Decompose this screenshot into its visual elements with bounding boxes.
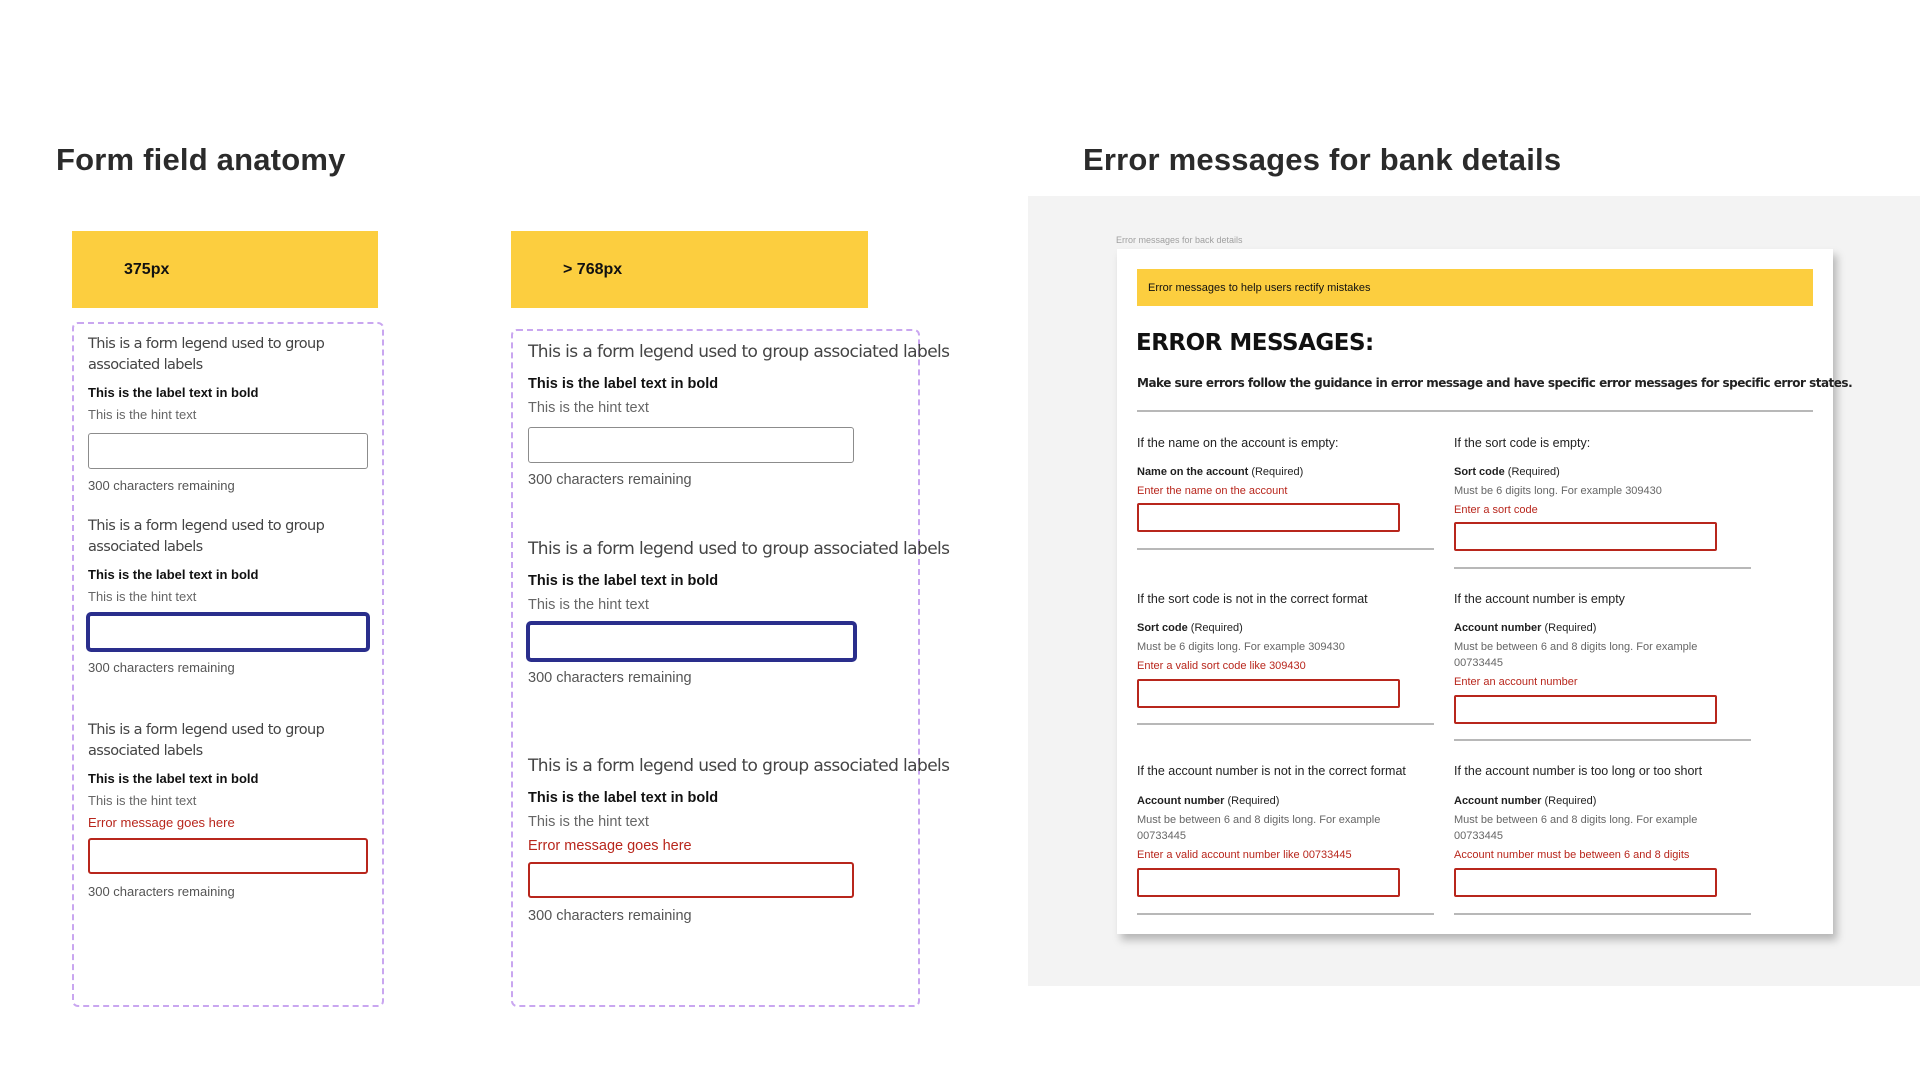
case-1-label-row [1137,466,1303,478]
case-2-required: (Required) [1507,466,1560,478]
case-2-hint: Must be 6 digits long. For example 309430 [1454,485,1662,497]
desktop-field-1-counter: 300 characters remaining [528,472,692,488]
mobile-field-3-legend: This is a form legend used to group associated labels [88,722,325,759]
case-1-input-error[interactable] [1137,503,1400,532]
desktop-field-1-legend: This is a form legend used to group associated labels [528,342,950,362]
case-3-required: (Required) [1190,622,1243,634]
desktop-field-3-label: This is the label text in bold [528,790,719,806]
case-1-error: Enter the name on the account [1137,485,1288,497]
document-title: ERROR MESSAGES: [1136,330,1374,356]
case-4-input-error[interactable] [1454,695,1717,724]
mobile-field-3-input-error[interactable] [88,838,368,874]
case-6-error: Account number must be between 6 and 8 digits [1454,849,1690,861]
document-caption: Error messages for back details [1116,235,1243,245]
mobile-field-1-counter: 300 characters remaining [88,478,235,493]
desktop-field-3-legend: This is a form legend used to group associated labels [528,756,950,776]
case-3-error: Enter a valid sort code like 309430 [1137,660,1306,672]
mobile-field-1-legend: This is a form legend used to group associated labels [88,336,325,373]
mobile-field-3-error: Error message goes here [88,815,235,830]
case-1-label: Name on the account [1137,466,1249,478]
case-2-input-error[interactable] [1454,522,1717,551]
desktop-field-1-hint: This is the hint text [528,400,649,416]
case-6-hint: Must be between 6 and 8 digits long. For example [1454,814,1698,826]
desktop-field-2-hint: This is the hint text [528,597,649,613]
case-3-input-error[interactable] [1137,679,1400,708]
case-3-condition: If the sort code is not in the correct format [1137,592,1368,606]
mobile-field-3-counter: 300 characters remaining [88,884,235,899]
desktop-field-1-input[interactable] [528,427,854,463]
case-4-label-row [1454,622,1596,634]
case-6-divider [1454,913,1751,915]
case-2-divider [1454,567,1751,569]
case-4-hint-example: 00733445 [1454,657,1503,669]
desktop-field-2-legend: This is a form legend used to group associated labels [528,539,950,559]
case-6-input-error[interactable] [1454,868,1717,897]
case-5-label: Account number [1137,795,1225,807]
subtitle-divider [1137,410,1813,412]
case-5-label-row [1137,795,1279,807]
case-1-required: (Required) [1251,466,1304,478]
case-5-error: Enter a valid account number like 00733445 [1137,849,1352,861]
desktop-field-3-hint: This is the hint text [528,814,649,830]
mobile-field-2-label: This is the label text in bold [88,567,259,582]
desktop-field-3-input-error[interactable] [528,862,854,898]
case-2-label: Sort code [1454,466,1505,478]
desktop-field-1-label: This is the label text in bold [528,376,719,392]
case-4-label: Account number [1454,622,1542,634]
case-3-divider [1137,723,1434,725]
case-1-condition: If the name on the account is empty: [1137,436,1339,450]
case-4-hint: Must be between 6 and 8 digits long. For example [1454,641,1698,653]
mobile-field-2-input-focused[interactable] [87,613,369,651]
mobile-field-3-hint: This is the hint text [88,793,197,808]
case-1-divider [1137,548,1434,550]
case-5-condition: If the account number is not in the correct format [1137,764,1406,778]
case-4-required: (Required) [1544,622,1597,634]
mobile-field-1-input[interactable] [88,433,368,469]
case-2-condition: If the sort code is empty: [1454,436,1591,450]
mobile-field-3-label: This is the label text in bold [88,771,259,786]
desktop-field-2-counter: 300 characters remaining [528,670,692,686]
case-6-hint-example: 00733445 [1454,830,1503,842]
case-6-label: Account number [1454,795,1542,807]
case-5-input-error[interactable] [1137,868,1400,897]
mobile-field-2-hint: This is the hint text [88,589,197,604]
mobile-field-1-label: This is the label text in bold [88,385,259,400]
desktop-field-2-label: This is the label text in bold [528,573,719,589]
desktop-breakpoint-banner: > 768px [511,231,868,308]
mobile-field-1-hint: This is the hint text [88,407,197,422]
case-4-error: Enter an account number [1454,676,1578,688]
case-5-hint-example: 00733445 [1137,830,1186,842]
case-3-hint: Must be 6 digits long. For example 309430 [1137,641,1345,653]
desktop-field-2-input-focused[interactable] [527,622,856,661]
mobile-field-2-counter: 300 characters remaining [88,660,235,675]
case-5-divider [1137,913,1434,915]
desktop-field-3-error: Error message goes here [528,838,692,854]
document-banner: Error messages to help users rectify mistakes [1137,269,1813,306]
case-4-condition: If the account number is empty [1454,592,1625,606]
document-subtitle: Make sure errors follow the guidance in error message and have specific error messages for specific error states. [1137,376,1853,390]
case-2-label-row [1454,466,1560,478]
case-6-label-row [1454,795,1596,807]
desktop-field-3-counter: 300 characters remaining [528,908,692,924]
mobile-breakpoint-banner: 375px [72,231,378,308]
case-3-label-row [1137,622,1243,634]
case-3-label: Sort code [1137,622,1188,634]
anatomy-heading: Form field anatomy [56,142,346,177]
case-4-divider [1454,739,1751,741]
case-2-error: Enter a sort code [1454,504,1538,516]
case-6-required: (Required) [1544,795,1597,807]
case-6-condition: If the account number is too long or too short [1454,764,1703,778]
errors-heading: Error messages for bank details [1083,142,1562,177]
case-5-hint: Must be between 6 and 8 digits long. For example [1137,814,1381,826]
mobile-field-2-legend: This is a form legend used to group associated labels [88,518,325,555]
case-5-required: (Required) [1227,795,1280,807]
